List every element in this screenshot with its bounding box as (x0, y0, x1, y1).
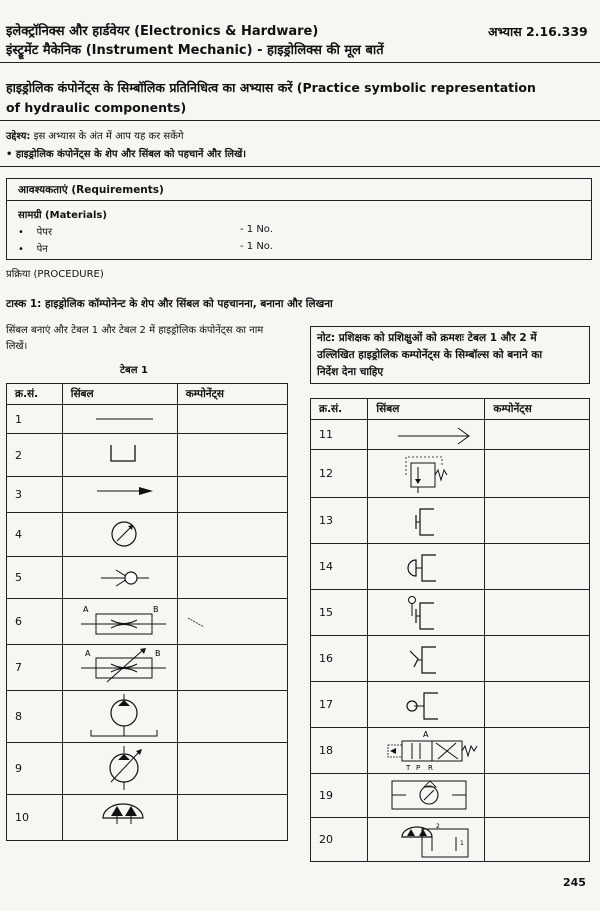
table-header-row (7, 384, 288, 405)
row-number: 16 (311, 636, 368, 682)
component-blank[interactable] (485, 636, 590, 682)
instructor-note (310, 326, 590, 384)
symbol-variable-pump (62, 743, 177, 795)
table-row (311, 450, 590, 498)
row-number: 3 (7, 477, 63, 513)
note-line-1: नोट: प्रशिक्षक को प्रशिक्षुओं को क्रमशः टेबल 1 और 2 में (317, 332, 537, 344)
svg-text:A: A (82, 604, 89, 614)
symbol-check-valve (62, 557, 177, 599)
table-row (311, 728, 590, 774)
component-blank[interactable] (177, 557, 287, 599)
table-header-row (311, 399, 590, 420)
row-number: 17 (311, 682, 368, 728)
instruction-line-1: सिंबल बनाएं और टेबल 1 और टेबल 2 में हाइड्रोलिक कंपोनेंट्स का नाम (6, 325, 264, 336)
table-row (311, 590, 590, 636)
material-item: • पेपर (18, 227, 53, 238)
svg-text:A: A (84, 648, 91, 658)
symbol-directional-control-valve (368, 728, 485, 774)
svg-text:B: B (152, 604, 159, 614)
exercise-number: अभ्यास 2.16.339 (488, 24, 588, 39)
table-row (7, 599, 288, 645)
symbol-pedal (368, 636, 485, 682)
table-row (311, 636, 590, 682)
symbol-main-line (62, 405, 177, 434)
component-blank[interactable] (485, 682, 590, 728)
note-line-3: निर्देश देना चाहिए (317, 366, 384, 378)
symbol-pressure-relief-valve (368, 450, 485, 498)
note-line-2: उल्लिखित हाइड्रोलिक कम्पोनेंट्स के सिम्बॉल्स को बनाने का (317, 349, 543, 361)
symbol-push-button (368, 498, 485, 544)
component-blank[interactable] (485, 774, 590, 818)
table-row (311, 420, 590, 450)
symbol-double-acting-unit (62, 795, 177, 841)
table-row (7, 645, 288, 691)
instruction-line-2: लिखें। (6, 341, 28, 352)
component-blank[interactable] (177, 691, 287, 743)
material-item: • पेन (18, 244, 48, 255)
col-components: कम्पोनेंट्स (485, 399, 590, 420)
row-number: 18 (311, 728, 368, 774)
row-number: 9 (7, 743, 63, 795)
material-name: पेपर (36, 227, 53, 238)
table-row (7, 477, 288, 513)
material-name: पेन (36, 244, 48, 255)
row-number: 6 (7, 599, 63, 645)
table-row (7, 557, 288, 599)
table-row (7, 405, 288, 434)
task-title: टास्क 1: हाइड्रोलिक कॉम्पोनेन्ट के शेप और सिंबल को पहचानना, बनाना और लिखना (6, 298, 333, 310)
objective-bullet: • हाइड्रोलिक कंपोनेंट्स के शेप और सिंबल को पहचानें और लिखें। (6, 149, 247, 160)
table-row (311, 818, 590, 862)
table-row (7, 691, 288, 743)
component-blank[interactable] (177, 599, 287, 645)
component-blank[interactable] (485, 544, 590, 590)
material-qty: - 1 No. (240, 224, 273, 235)
requirements-divider (6, 200, 592, 201)
objective-label: उद्देश्य: (6, 131, 31, 142)
row-number: 14 (311, 544, 368, 590)
valve-port-t: T (406, 763, 411, 772)
col-sn: क्र.सं. (7, 384, 63, 405)
table-2 (310, 398, 590, 862)
table-1 (6, 383, 288, 841)
title-line-1: हाइड्रोलिक कंपोनेंट्स के सिम्बॉलिक प्रतिनिधित्व का अभ्यास करें (Practice symbolic representation (6, 80, 536, 95)
component-blank[interactable] (177, 434, 287, 477)
material-qty: - 1 No. (240, 241, 273, 252)
component-blank[interactable] (177, 513, 287, 557)
component-blank[interactable] (485, 728, 590, 774)
svg-text:B: B (154, 648, 161, 658)
symbol-pressure-gauge (62, 513, 177, 557)
col-components: कम्पोनेंट्स (177, 384, 287, 405)
row-number: 5 (7, 557, 63, 599)
row-number: 1 (7, 405, 63, 434)
row-number: 7 (7, 645, 63, 691)
row-number: 13 (311, 498, 368, 544)
row-number: 8 (7, 691, 63, 743)
title-divider (0, 120, 600, 121)
procedure-label: प्रक्रिया (PROCEDURE) (6, 269, 104, 280)
symbol-valve-assembly (368, 818, 485, 862)
symbol-lever-knob (368, 590, 485, 636)
row-number: 11 (311, 420, 368, 450)
table-row (311, 774, 590, 818)
valve-port-a: A (423, 729, 429, 739)
page-number: 245 (563, 876, 586, 889)
row-number: 2 (7, 434, 63, 477)
symbol-hydraulic-pump (62, 691, 177, 743)
table-row (7, 513, 288, 557)
valve-port-r: R (428, 763, 434, 772)
objective (6, 128, 183, 142)
component-blank[interactable] (485, 450, 590, 498)
header-divider (0, 62, 600, 63)
symbol-mushroom-button (368, 544, 485, 590)
row-number: 12 (311, 450, 368, 498)
symbol-roller (368, 682, 485, 728)
symbol-reservoir (62, 434, 177, 477)
symbol-open-arrow (368, 420, 485, 450)
table1-caption: टेबल 1 (120, 365, 148, 376)
valve-port-p: P (416, 763, 421, 772)
objective-divider (0, 166, 600, 167)
col-symbol: सिंबल (62, 384, 177, 405)
component-blank[interactable] (177, 477, 287, 513)
objective-text: इस अभ्यास के अंत में आप यह कर सकेंगे (33, 131, 184, 142)
component-blank[interactable] (485, 818, 590, 862)
symbol-throttle-valve (62, 599, 177, 645)
table-row (7, 743, 288, 795)
row-number: 4 (7, 513, 63, 557)
table-row (311, 498, 590, 544)
symbol-variable-throttle (62, 645, 177, 691)
row-number: 15 (311, 590, 368, 636)
component-blank[interactable] (485, 590, 590, 636)
materials-label: सामग्री (Materials) (18, 210, 107, 221)
table-row (7, 795, 288, 841)
requirements-heading: आवश्यकताएं (Requirements) (18, 184, 164, 196)
component-blank[interactable] (485, 420, 590, 450)
table-row (7, 434, 288, 477)
title-line-2: of hydraulic components) (6, 100, 187, 115)
table-row (311, 544, 590, 590)
table-row (311, 682, 590, 728)
component-blank[interactable] (177, 743, 287, 795)
symbol-filter-gauge-unit (368, 774, 485, 818)
row-number: 19 (311, 774, 368, 818)
port-2-label: 2 (436, 822, 441, 830)
col-symbol: सिंबल (368, 399, 485, 420)
port-1-label: 1 (460, 839, 465, 847)
component-blank[interactable] (177, 405, 287, 434)
header-line-2: इंस्ट्रूमेंट मैकेनिक (Instrument Mechanic) - हाइड्रोलिक्स की मूल बातें (6, 43, 384, 58)
component-blank[interactable] (177, 645, 287, 691)
row-number: 20 (311, 818, 368, 862)
component-blank[interactable] (485, 498, 590, 544)
component-blank[interactable] (177, 795, 287, 841)
col-sn: क्र.सं. (311, 399, 368, 420)
row-number: 10 (7, 795, 63, 841)
header-line-1: इलेक्ट्रॉनिक्स और हार्डवेयर (Electronics & Hardware) (6, 24, 319, 39)
symbol-flow-direction (62, 477, 177, 513)
objective-bullet-text: हाइड्रोलिक कंपोनेंट्स के शेप और सिंबल को पहचानें और लिखें। (15, 149, 247, 160)
